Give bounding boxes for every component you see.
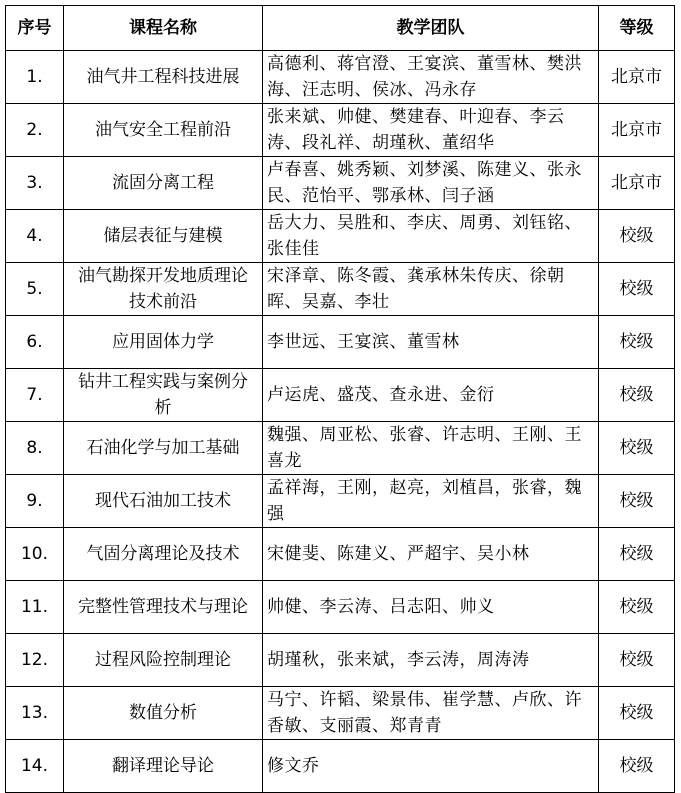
teaching-team: 帅健、李云涛、吕志阳、帅义	[263, 581, 599, 634]
course-name: 翻译理论导论	[64, 740, 263, 793]
row-index: 3.	[6, 157, 64, 210]
course-level: 校级	[599, 634, 675, 687]
course-name: 油气勘探开发地质理论技术前沿	[64, 263, 263, 316]
course-level: 校级	[599, 687, 675, 740]
table-row	[6, 263, 675, 316]
course-level: 校级	[599, 422, 675, 475]
teaching-team: 岳大力、吴胜和、李庆、周勇、刘钰铭、张佳佳	[263, 210, 599, 263]
course-name: 数值分析	[64, 687, 263, 740]
table-row	[6, 51, 675, 104]
header-row	[6, 6, 675, 51]
course-level: 北京市	[599, 157, 675, 210]
course-name: 过程风险控制理论	[64, 634, 263, 687]
table-row	[6, 210, 675, 263]
table-row	[6, 316, 675, 369]
row-index: 8.	[6, 422, 64, 475]
course-level: 北京市	[599, 51, 675, 104]
row-index: 10.	[6, 528, 64, 581]
course-name: 应用固体力学	[64, 316, 263, 369]
row-index: 9.	[6, 475, 64, 528]
course-level: 校级	[599, 528, 675, 581]
course-level: 北京市	[599, 104, 675, 157]
course-name: 流固分离工程	[64, 157, 263, 210]
course-level: 校级	[599, 316, 675, 369]
row-index: 4.	[6, 210, 64, 263]
row-index: 11.	[6, 581, 64, 634]
table-row	[6, 157, 675, 210]
teaching-team: 马宁、许韬、梁景伟、崔学慧、卢欣、许香敏、支丽霞、郑青青	[263, 687, 599, 740]
course-name: 气固分离理论及技术	[64, 528, 263, 581]
header-name: 课程名称	[64, 6, 263, 51]
teaching-team: 胡瑾秋，张来斌，李云涛，周涛涛	[263, 634, 599, 687]
table-row	[6, 422, 675, 475]
table-row	[6, 740, 675, 793]
course-level: 校级	[599, 475, 675, 528]
row-index: 5.	[6, 263, 64, 316]
table-row	[6, 687, 675, 740]
course-name: 完整性管理技术与理论	[64, 581, 263, 634]
teaching-team: 高德利、蒋官澄、王宴滨、董雪林、樊洪海、汪志明、侯冰、冯永存	[263, 51, 599, 104]
course-level: 校级	[599, 369, 675, 422]
header-index: 序号	[6, 6, 64, 51]
table-body	[6, 51, 675, 793]
course-name: 油气安全工程前沿	[64, 104, 263, 157]
table-row	[6, 528, 675, 581]
course-name: 钻井工程实践与案例分析	[64, 369, 263, 422]
row-index: 14.	[6, 740, 64, 793]
teaching-team: 卢春喜、姚秀颖、刘梦溪、陈建义、张永民、范怡平、鄂承林、闫子涵	[263, 157, 599, 210]
row-index: 12.	[6, 634, 64, 687]
header-team: 教学团队	[263, 6, 599, 51]
course-level: 校级	[599, 581, 675, 634]
course-name: 石油化学与加工基础	[64, 422, 263, 475]
table-row	[6, 581, 675, 634]
course-level: 校级	[599, 740, 675, 793]
teaching-team: 卢运虎、盛茂、查永进、金衍	[263, 369, 599, 422]
course-level: 校级	[599, 263, 675, 316]
teaching-team: 李世远、王宴滨、董雪林	[263, 316, 599, 369]
course-name: 储层表征与建模	[64, 210, 263, 263]
table-row	[6, 475, 675, 528]
table-row	[6, 104, 675, 157]
table-row	[6, 634, 675, 687]
row-index: 1.	[6, 51, 64, 104]
course-name: 油气井工程科技进展	[64, 51, 263, 104]
header-level: 等级	[599, 6, 675, 51]
row-index: 7.	[6, 369, 64, 422]
row-index: 2.	[6, 104, 64, 157]
row-index: 6.	[6, 316, 64, 369]
teaching-team: 修文乔	[263, 740, 599, 793]
course-name: 现代石油加工技术	[64, 475, 263, 528]
course-level: 校级	[599, 210, 675, 263]
row-index: 13.	[6, 687, 64, 740]
teaching-team: 孟祥海，王刚，赵亮，刘植昌，张睿，魏强	[263, 475, 599, 528]
table-row	[6, 369, 675, 422]
course-table	[5, 5, 675, 793]
teaching-team: 张来斌、帅健、樊建春、叶迎春、李云涛、段礼祥、胡瑾秋、董绍华	[263, 104, 599, 157]
teaching-team: 宋泽章、陈冬霞、龚承林朱传庆、徐朝晖、吴嘉、李壮	[263, 263, 599, 316]
teaching-team: 魏强、周亚松、张睿、许志明、王刚、王喜龙	[263, 422, 599, 475]
teaching-team: 宋健斐、陈建义、严超宇、吴小林	[263, 528, 599, 581]
